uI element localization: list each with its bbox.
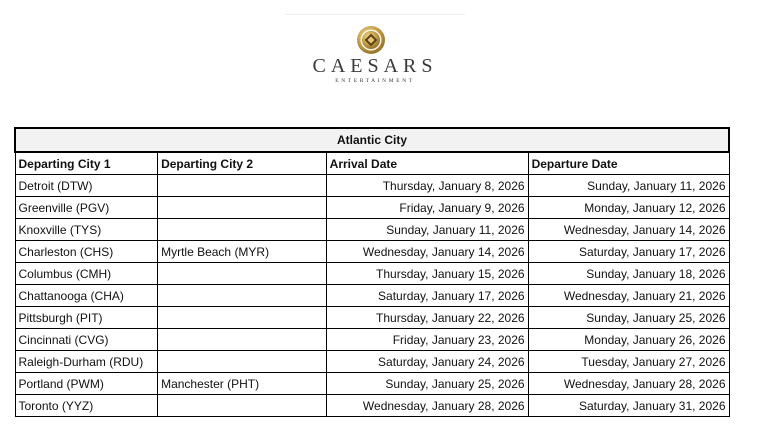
departure-date: Sunday, January 25, 2026 [528, 307, 729, 329]
departing-city-2 [158, 351, 327, 373]
arrival-date: Thursday, January 15, 2026 [326, 263, 528, 285]
departing-city-1: Columbus (CMH) [15, 263, 158, 285]
departure-date: Saturday, January 17, 2026 [528, 241, 729, 263]
departing-city-1: Charleston (CHS) [15, 241, 158, 263]
departing-city-2 [158, 285, 327, 307]
arrival-date: Sunday, January 11, 2026 [326, 219, 528, 241]
flight-schedule-table [14, 127, 730, 417]
table-title-row [15, 128, 729, 152]
table-row [15, 395, 729, 417]
departing-city-2 [158, 395, 327, 417]
table-row [15, 285, 729, 307]
coin-emblem-icon [355, 24, 387, 56]
departing-city-1: Cincinnati (CVG) [15, 329, 158, 351]
departure-date: Monday, January 12, 2026 [528, 197, 729, 219]
departing-city-1: Pittsburgh (PIT) [15, 307, 158, 329]
header-row [15, 152, 729, 175]
departing-city-2 [158, 329, 327, 351]
departing-city-2 [158, 197, 327, 219]
table-row [15, 351, 729, 373]
departing-city-1: Toronto (YYZ) [15, 395, 158, 417]
logo-wordmark: CAESARS [312, 55, 438, 77]
departing-city-2: Manchester (PHT) [158, 373, 327, 395]
departing-city-2 [158, 175, 327, 197]
departure-date: Saturday, January 31, 2026 [528, 395, 729, 417]
departure-date: Sunday, January 11, 2026 [528, 175, 729, 197]
departing-city-2 [158, 263, 327, 285]
arrival-date: Thursday, January 8, 2026 [326, 175, 528, 197]
departing-city-2 [158, 219, 327, 241]
arrival-date: Friday, January 23, 2026 [326, 329, 528, 351]
arrival-date: Saturday, January 24, 2026 [326, 351, 528, 373]
departure-date: Tuesday, January 27, 2026 [528, 351, 729, 373]
departing-city-2: Myrtle Beach (MYR) [158, 241, 327, 263]
arrival-date: Friday, January 9, 2026 [326, 197, 528, 219]
departing-city-1: Greenville (PGV) [15, 197, 158, 219]
departing-city-2 [158, 307, 327, 329]
table-row [15, 241, 729, 263]
table-row [15, 219, 729, 241]
departing-city-1: Chattanooga (CHA) [15, 285, 158, 307]
table-row [15, 307, 729, 329]
departure-date: Wednesday, January 21, 2026 [528, 285, 729, 307]
header-arrival-date: Arrival Date [326, 152, 528, 175]
table-row [15, 175, 729, 197]
arrival-date: Saturday, January 17, 2026 [326, 285, 528, 307]
departure-date: Sunday, January 18, 2026 [528, 263, 729, 285]
table-row [15, 373, 729, 395]
departure-date: Wednesday, January 28, 2026 [528, 373, 729, 395]
departing-city-1: Portland (PWM) [15, 373, 158, 395]
departing-city-1: Detroit (DTW) [15, 175, 158, 197]
table-row [15, 197, 729, 219]
header-departure-date: Departure Date [528, 152, 729, 175]
departure-date: Monday, January 26, 2026 [528, 329, 729, 351]
header-departing-city-1: Departing City 1 [15, 152, 158, 175]
table-title: Atlantic City [15, 128, 729, 152]
arrival-date: Wednesday, January 28, 2026 [326, 395, 528, 417]
arrival-date: Wednesday, January 14, 2026 [326, 241, 528, 263]
table-row [15, 329, 729, 351]
departing-city-1: Knoxville (TYS) [15, 219, 158, 241]
arrival-date: Thursday, January 22, 2026 [326, 307, 528, 329]
logo-subtitle: ENTERTAINMENT [335, 78, 415, 84]
table-row [15, 263, 729, 285]
logo-divider [285, 14, 465, 15]
departure-date: Wednesday, January 14, 2026 [528, 219, 729, 241]
departing-city-1: Raleigh-Durham (RDU) [15, 351, 158, 373]
header-departing-city-2: Departing City 2 [158, 152, 327, 175]
arrival-date: Sunday, January 25, 2026 [326, 373, 528, 395]
caesars-logo [285, 14, 465, 84]
